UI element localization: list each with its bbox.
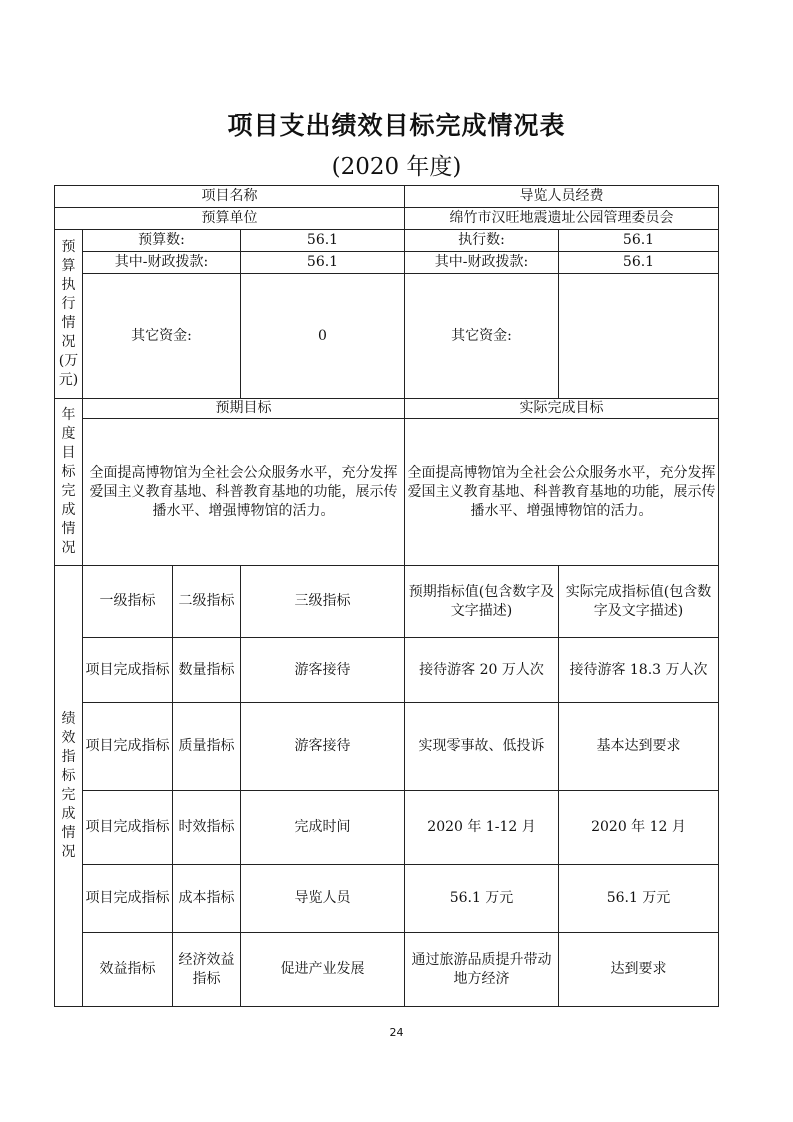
table-row bbox=[55, 791, 719, 865]
actual-value-cell: 达到要求 bbox=[559, 933, 719, 1007]
project-name-value: 导览人员经费 bbox=[405, 186, 719, 208]
project-name-label: 项目名称 bbox=[55, 186, 405, 208]
budget-unit-label: 预算单位 bbox=[55, 208, 405, 230]
budget-execution-side-label: 预 算 执 行 情 况 (万 元) bbox=[55, 230, 83, 399]
level3-cell: 完成时间 bbox=[241, 791, 405, 865]
budget-unit-value: 绵竹市汉旺地震遗址公园管理委员会 bbox=[405, 208, 719, 230]
other-funds-label: 其它资金: bbox=[83, 274, 241, 399]
level1-cell: 项目完成指标 bbox=[83, 865, 173, 933]
level2-header: 二级指标 bbox=[173, 566, 241, 638]
level3-cell: 游客接待 bbox=[241, 638, 405, 703]
table-row bbox=[55, 865, 719, 933]
level2-cell: 经济效益指标 bbox=[173, 933, 241, 1007]
actual-value-cell: 56.1 万元 bbox=[559, 865, 719, 933]
expected-value-cell: 通过旅游品质提升带动地方经济 bbox=[405, 933, 559, 1007]
actual-goal-header: 实际完成目标 bbox=[405, 399, 719, 419]
other-funds-row bbox=[55, 274, 719, 399]
level2-cell: 数量指标 bbox=[173, 638, 241, 703]
expected-goal-header: 预期目标 bbox=[83, 399, 405, 419]
level1-cell: 项目完成指标 bbox=[83, 638, 173, 703]
fiscal-row bbox=[55, 252, 719, 274]
level1-cell: 效益指标 bbox=[83, 933, 173, 1007]
table-row bbox=[55, 933, 719, 1007]
project-name-row bbox=[55, 186, 719, 208]
budget-amount-label: 预算数: bbox=[83, 230, 241, 252]
fiscal-budget-value: 56.1 bbox=[241, 252, 405, 274]
page-number: 24 bbox=[389, 1026, 404, 1039]
goals-content-row bbox=[55, 419, 719, 566]
fiscal-budget-label: 其中-财政拨款: bbox=[83, 252, 241, 274]
expected-value-cell: 2020 年 1-12 月 bbox=[405, 791, 559, 865]
level3-cell: 促进产业发展 bbox=[241, 933, 405, 1007]
fiscal-executed-value: 56.1 bbox=[559, 252, 719, 274]
expected-value-header: 预期指标值(包含数字及文字描述) bbox=[405, 566, 559, 638]
indicator-header-row bbox=[55, 566, 719, 638]
budget-unit-row bbox=[55, 208, 719, 230]
table-row bbox=[55, 703, 719, 791]
budget-amount-value: 56.1 bbox=[241, 230, 405, 252]
level1-cell: 项目完成指标 bbox=[83, 703, 173, 791]
executed-amount-value: 56.1 bbox=[559, 230, 719, 252]
level3-cell: 游客接待 bbox=[241, 703, 405, 791]
budget-row bbox=[55, 230, 719, 252]
other-funds-executed-value bbox=[559, 274, 719, 399]
level1-cell: 项目完成指标 bbox=[83, 791, 173, 865]
other-funds-executed-label: 其它资金: bbox=[405, 274, 559, 399]
actual-value-header: 实际完成指标值(包含数字及文字描述) bbox=[559, 566, 719, 638]
table-row bbox=[55, 638, 719, 703]
expected-goal-text: 全面提高博物馆为全社会公众服务水平，充分发挥爱国主义教育基地、科普教育基地的功能，展示传播水平、增强博物馆的活力。 bbox=[83, 419, 405, 566]
actual-value-cell: 基本达到要求 bbox=[559, 703, 719, 791]
actual-value-cell: 接待游客 18.3 万人次 bbox=[559, 638, 719, 703]
level3-cell: 导览人员 bbox=[241, 865, 405, 933]
actual-goal-text: 全面提高博物馆为全社会公众服务水平，充分发挥爱国主义教育基地、科普教育基地的功能，展示传播水平、增强博物馆的活力。 bbox=[405, 419, 719, 566]
level2-cell: 质量指标 bbox=[173, 703, 241, 791]
executed-amount-label: 执行数: bbox=[405, 230, 559, 252]
page-subtitle: (2020 年度) bbox=[331, 154, 462, 180]
other-funds-value: 0 bbox=[241, 274, 405, 399]
page-title: 项目支出绩效目标完成情况表 bbox=[227, 111, 566, 140]
performance-side-label: 绩 效 指 标 完 成 情 况 bbox=[55, 566, 83, 1007]
expected-value-cell: 接待游客 20 万人次 bbox=[405, 638, 559, 703]
fiscal-executed-label: 其中-财政拨款: bbox=[405, 252, 559, 274]
level2-cell: 时效指标 bbox=[173, 791, 241, 865]
goals-header-row bbox=[55, 399, 719, 419]
performance-table bbox=[54, 185, 719, 1007]
expected-value-cell: 56.1 万元 bbox=[405, 865, 559, 933]
expected-value-cell: 实现零事故、低投诉 bbox=[405, 703, 559, 791]
level2-cell: 成本指标 bbox=[173, 865, 241, 933]
actual-value-cell: 2020 年 12 月 bbox=[559, 791, 719, 865]
level3-header: 三级指标 bbox=[241, 566, 405, 638]
level1-header: 一级指标 bbox=[83, 566, 173, 638]
annual-goals-side-label: 年 度 目 标 完 成 情 况 bbox=[55, 399, 83, 566]
